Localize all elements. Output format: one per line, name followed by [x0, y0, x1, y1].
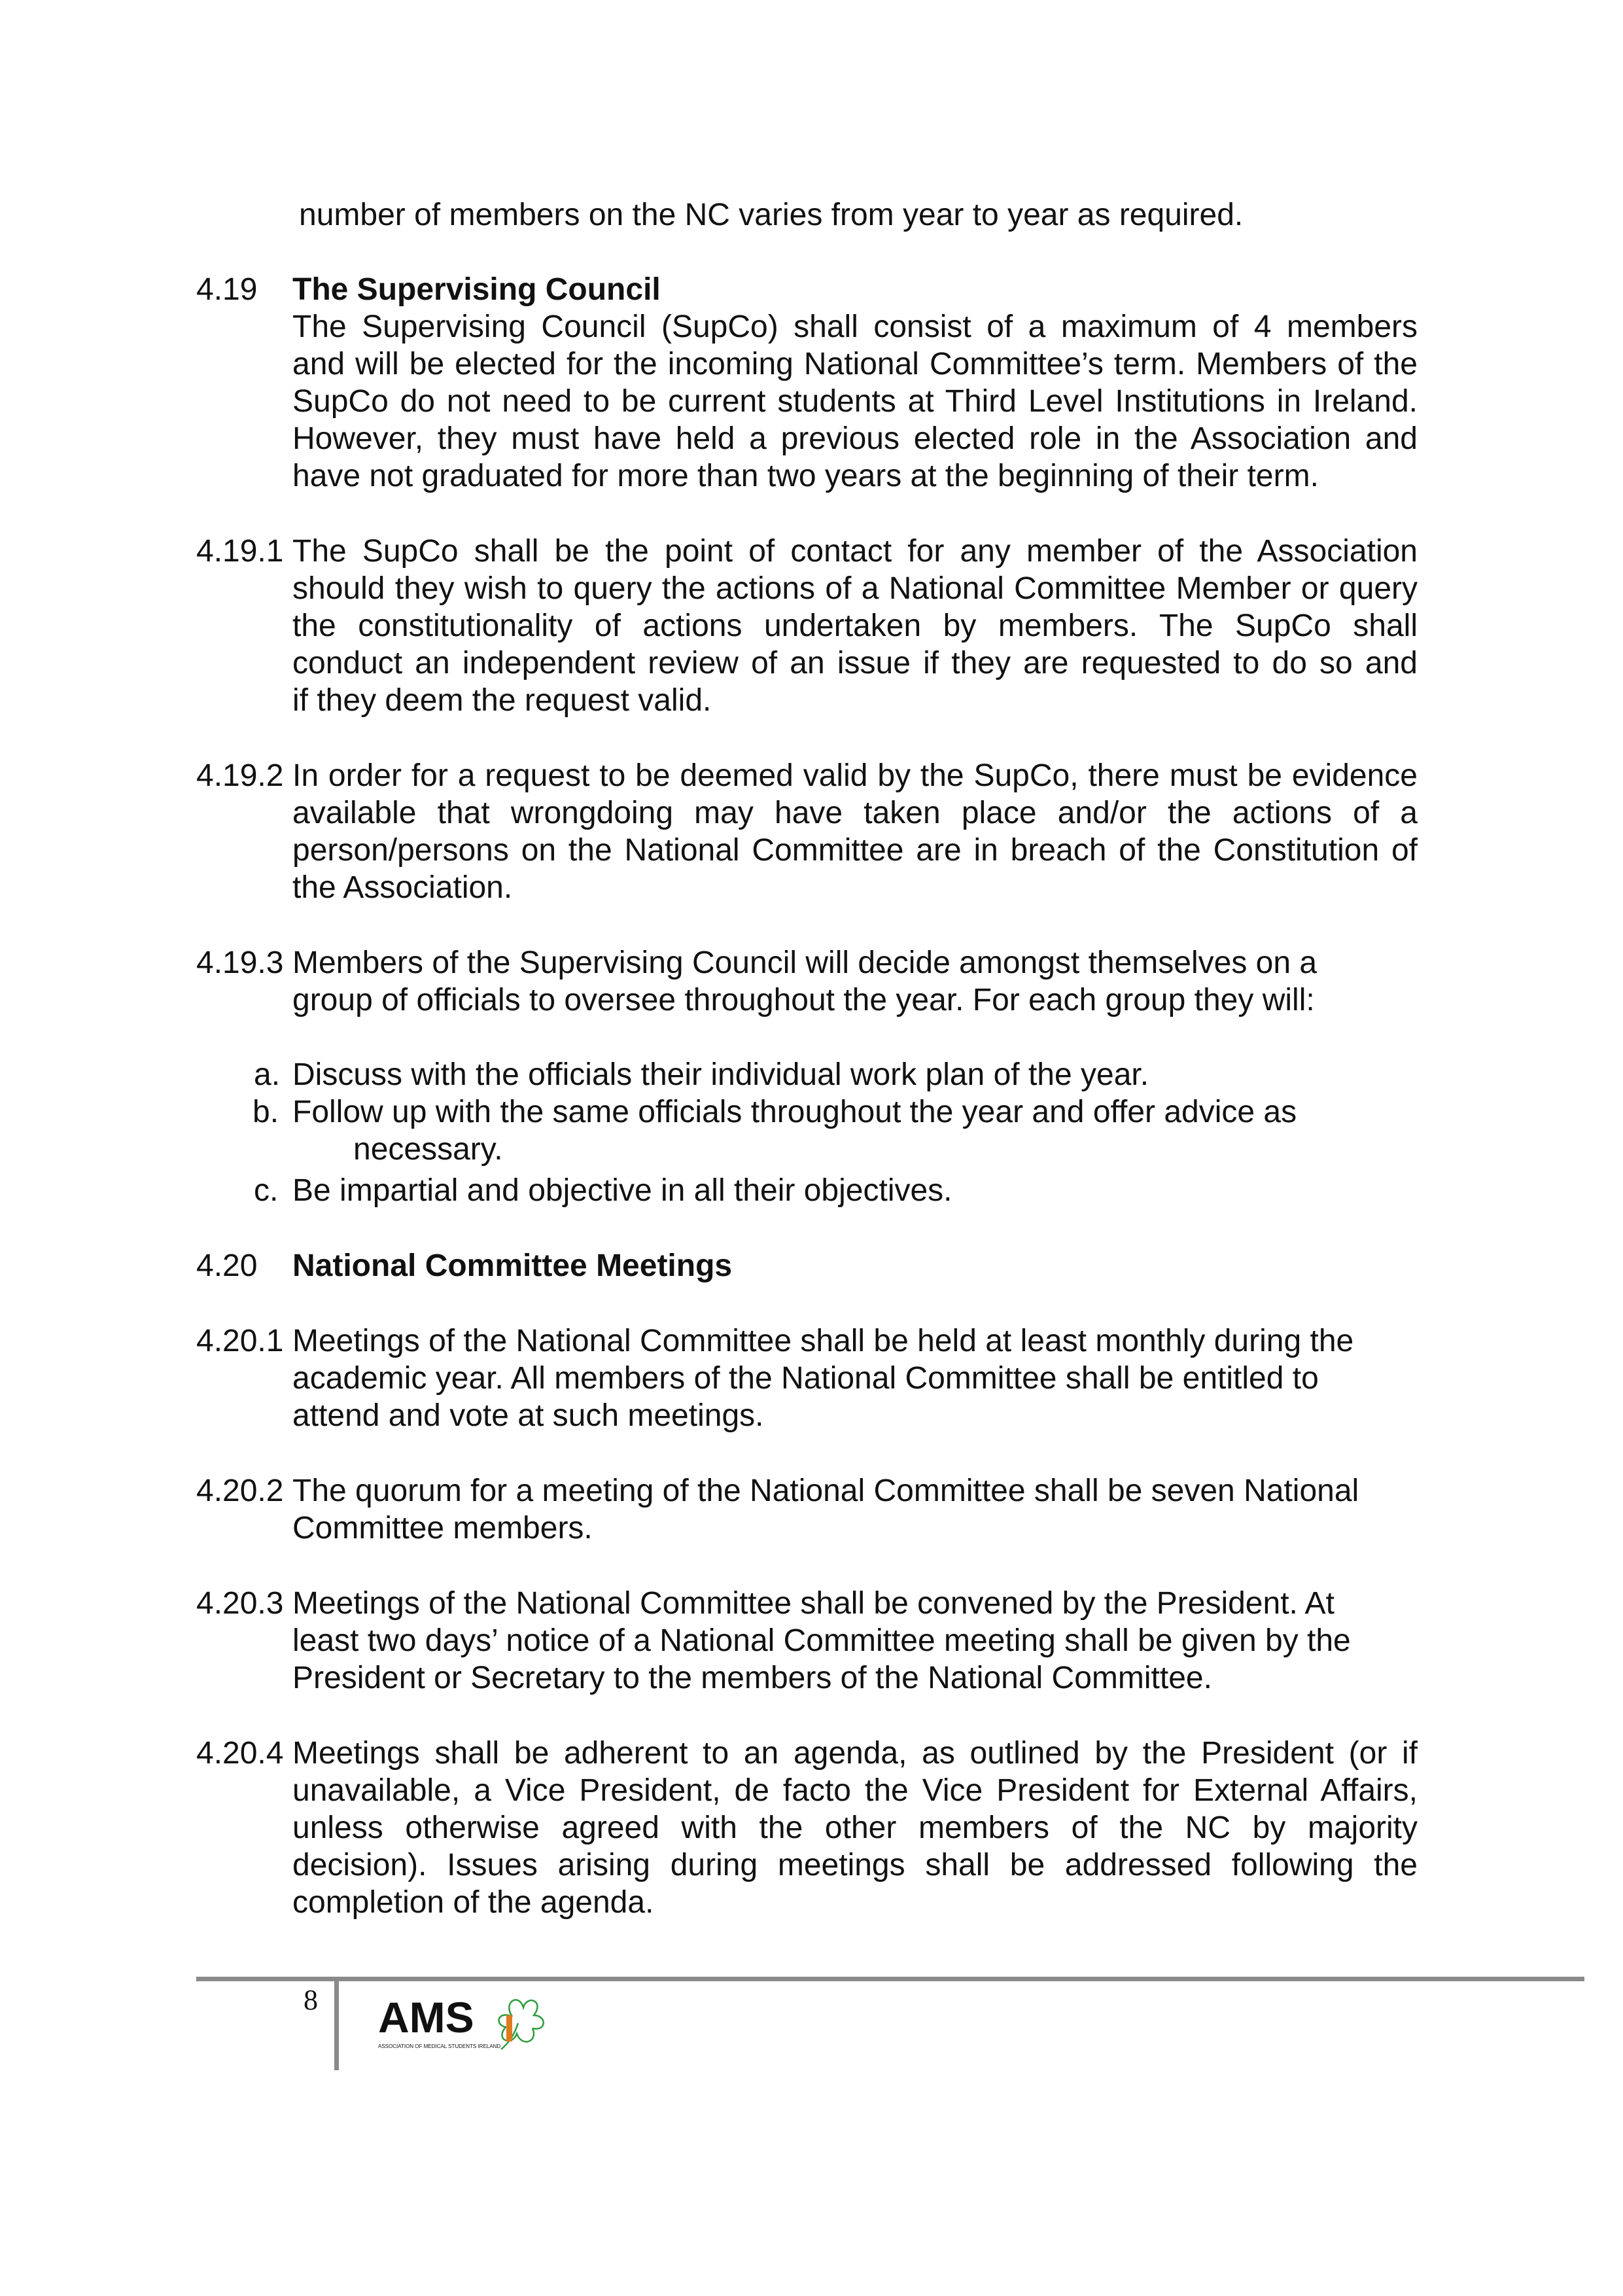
s4204-line-1: Meetings shall be adherent to an agenda, as outlined by the President (or if — [292, 1736, 1418, 1771]
logo-tagline: ASSOCIATION OF MEDICAL STUDENTS IRELAND — [378, 2043, 501, 2049]
s419-line-5: have not graduated for more than two years at the beginning of their term. — [292, 459, 1319, 493]
s4192-line-4: the Association. — [292, 870, 513, 905]
s4202-line-2: Committee members. — [292, 1511, 593, 1545]
s4204-line-2: unavailable, a Vice President, de facto the Vice President for External Affairs, — [292, 1773, 1418, 1808]
s4192-line-3: person/persons on the National Committee are in breach of the Constitution of — [292, 833, 1418, 868]
list-item-text-b: Follow up with the same officials throughout the year and offer advice as — [292, 1095, 1297, 1129]
list-item-text-a: Discuss with the officials their individual work plan of the year. — [292, 1057, 1149, 1092]
s4192-line-1: In order for a request to be deemed valid by the SupCo, there must be evidence — [292, 758, 1418, 793]
list-item-text-c: Be impartial and objective in all their objectives. — [292, 1173, 952, 1208]
section-number-4-20-3: 4.20.3 — [196, 1586, 284, 1621]
footer-rule — [196, 1977, 1584, 1981]
s4202-line-1: The quorum for a meeting of the National Committee shall be seven National — [292, 1474, 1359, 1508]
s4191-line-5: if they deem the request valid. — [292, 683, 712, 718]
s4191-line-4: conduct an independent review of an issue if they are requested to do so and — [292, 646, 1418, 680]
shamrock-icon — [499, 2000, 544, 2049]
section-heading-supervising-council: The Supervising Council — [292, 272, 661, 307]
s4203-line-2: least two days’ notice of a National Committee meeting shall be given by the — [292, 1623, 1351, 1658]
list-item-label-a: a. — [254, 1057, 281, 1092]
s4191-line-3: the constitutionality of actions undertaken by members. The SupCo shall — [292, 609, 1418, 643]
s419-line-4: However, they must have held a previous elected role in the Association and — [292, 421, 1418, 456]
logo-wordmark: AMS — [378, 1993, 474, 2041]
s4204-line-5: completion of the agenda. — [292, 1885, 654, 1920]
section-number-4-20-2: 4.20.2 — [196, 1474, 284, 1508]
intro-line: number of members on the NC varies from year to year as required. — [299, 198, 1244, 232]
s4201-line-3: attend and vote at such meetings. — [292, 1398, 764, 1433]
list-item-text-b-continued: necessary. — [353, 1132, 503, 1167]
s4203-line-3: President or Secretary to the members of the National Committee. — [292, 1661, 1212, 1695]
s419-line-1: The Supervising Council (SupCo) shall consist of a maximum of 4 members — [292, 309, 1418, 344]
footer-divider — [334, 1979, 339, 2070]
section-heading-national-committee-meetings: National Committee Meetings — [292, 1248, 733, 1283]
s4193-line-1: Members of the Supervising Council will decide amongst themselves on a — [292, 945, 1318, 980]
s419-line-3: SupCo do not need to be current students at Third Level Institutions in Ireland. — [292, 384, 1418, 419]
logo-flag-bar — [506, 2015, 512, 2041]
section-number-4-19-3: 4.19.3 — [196, 945, 284, 980]
s4191-line-1: The SupCo shall be the point of contact for any member of the Association — [292, 534, 1418, 569]
s4193-line-2: group of officials to oversee throughout the year. For each group they will: — [292, 983, 1315, 1017]
s4201-line-1: Meetings of the National Committee shall be held at least monthly during the — [292, 1324, 1354, 1358]
s4204-line-3: unless otherwise agreed with the other members of the NC by majority — [292, 1810, 1418, 1845]
s4203-line-1: Meetings of the National Committee shall be convened by the President. At — [292, 1586, 1335, 1621]
list-item-label-c: c. — [254, 1173, 279, 1208]
s419-line-2: and will be elected for the incoming National Committee’s term. Members of the — [292, 347, 1418, 381]
list-item-label-b: b. — [253, 1095, 279, 1129]
amsi-logo — [378, 1989, 555, 2055]
section-number-4-20: 4.20 — [196, 1248, 258, 1283]
section-number-4-19-1: 4.19.1 — [196, 534, 284, 569]
amsi-logo-graphic — [378, 1989, 555, 2055]
section-number-4-20-1: 4.20.1 — [196, 1324, 284, 1358]
s4192-line-2: available that wrongdoing may have taken place and/or the actions of a — [292, 796, 1418, 830]
s4204-line-4: decision). Issues arising during meetings shall be addressed following the — [292, 1848, 1418, 1882]
page-number: 8 — [304, 1984, 318, 2016]
section-number-4-19: 4.19 — [196, 272, 258, 307]
section-number-4-20-4: 4.20.4 — [196, 1736, 284, 1771]
section-number-4-19-2: 4.19.2 — [196, 758, 284, 793]
s4201-line-2: academic year. All members of the National Committee shall be entitled to — [292, 1361, 1319, 1396]
s4191-line-2: should they wish to query the actions of a National Committee Member or query — [292, 571, 1418, 606]
